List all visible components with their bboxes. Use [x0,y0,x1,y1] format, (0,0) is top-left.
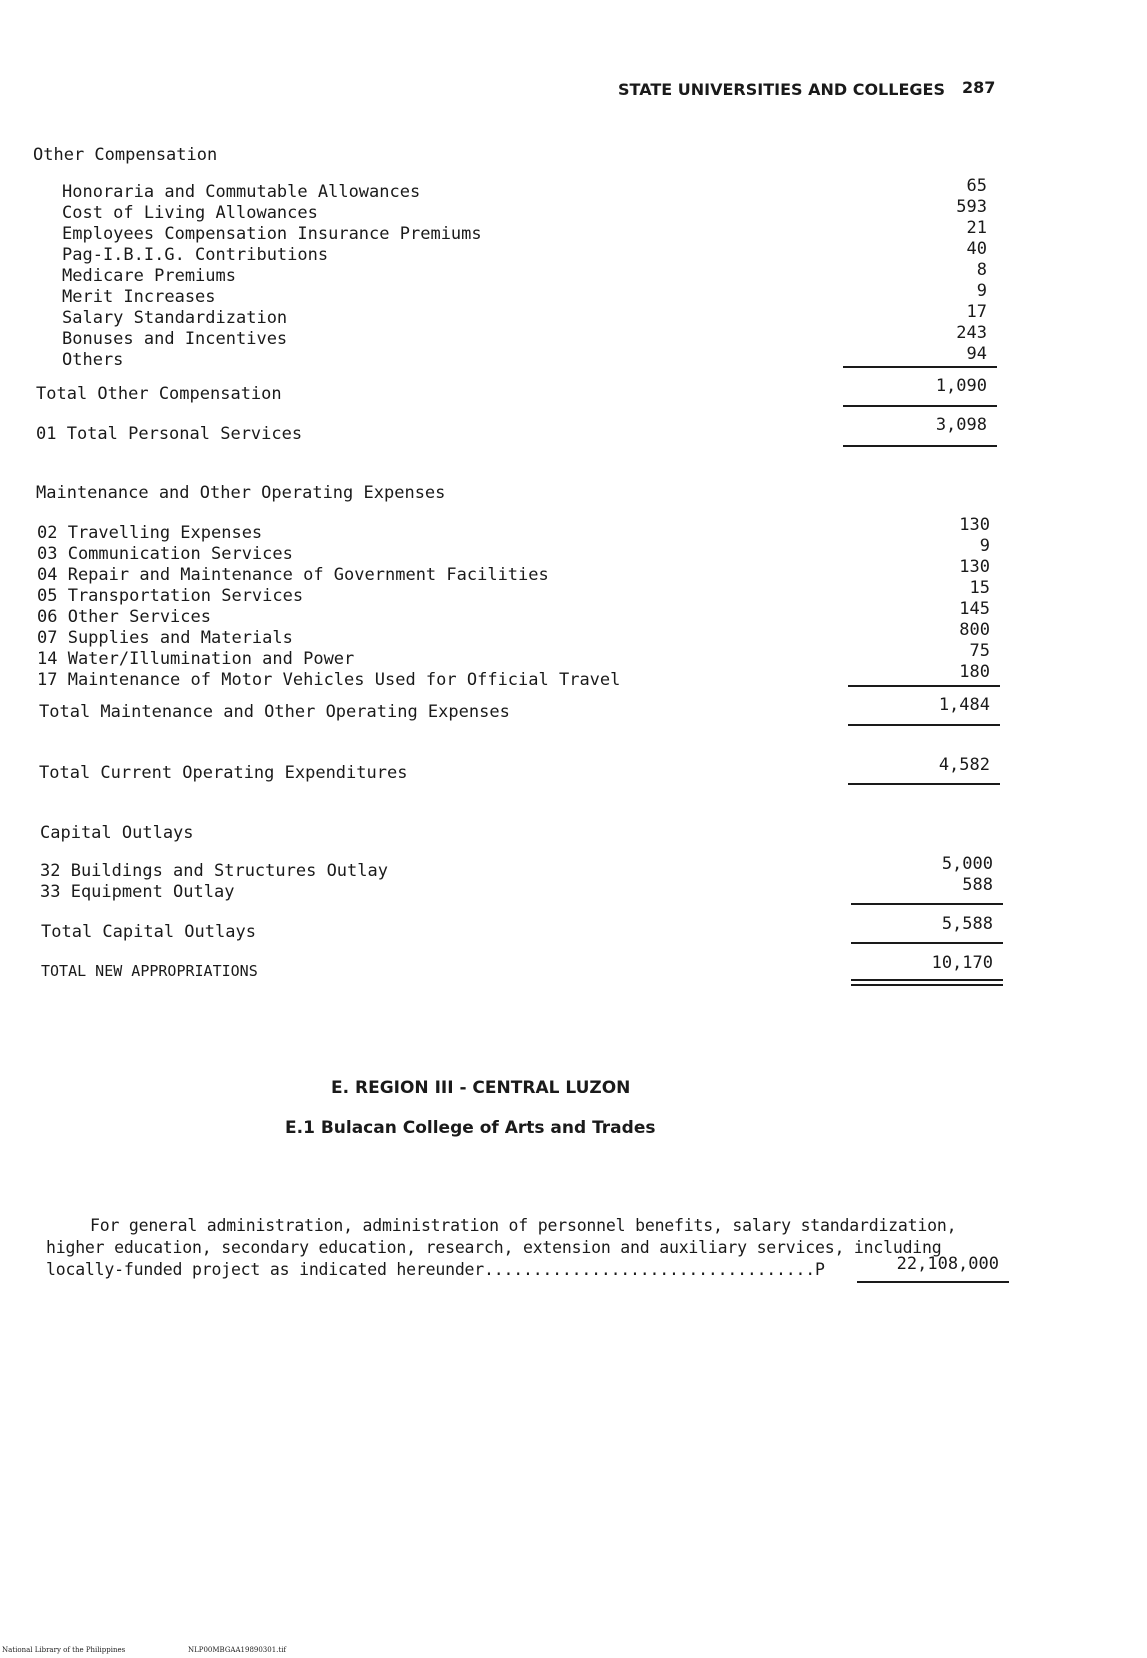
page-number: 287 [962,78,996,97]
line-item-label: Employees Compensation Insurance Premiums [62,224,482,244]
subtotal-rule [851,903,1003,905]
section-heading-mooe: Maintenance and Other Operating Expenses [36,483,446,503]
total-mooe-label: Total Maintenance and Other Operating Expenses [39,702,510,722]
section-heading-capital-outlays: Capital Outlays [40,823,194,843]
line-item-label: 06 Other Services [37,607,211,627]
line-item-label: Bonuses and Incentives [62,329,288,349]
mooe-amounts [959,515,990,683]
line-item-label: 07 Supplies and Materials [37,628,293,648]
line-item-amount: 145 [959,599,990,619]
line-item-amount: 21 [966,218,987,238]
line-item-label: Honoraria and Commutable Allowances [62,182,421,202]
total-personal-services-label: 01 Total Personal Services [36,424,303,444]
line-item-amount: 17 [966,302,987,322]
line-item-label: Cost of Living Allowances [62,203,318,223]
section-heading-other-compensation: Other Compensation [33,145,218,165]
line-item-amount: 9 [979,536,990,556]
line-item-amount: 65 [966,176,987,196]
line-item-label: Others [62,350,124,370]
total-mooe-amount: 1,484 [938,695,990,715]
line-item-label: Medicare Premiums [62,266,236,286]
line-item-amount: 9 [976,281,987,301]
double-rule-top [851,979,1003,981]
line-item-label: Salary Standardization [62,308,288,328]
total-new-appropriations-amount: 10,170 [931,953,993,973]
line-item-amount: 15 [969,578,990,598]
line-item-label: Pag-I.B.I.G. Contributions [62,245,329,265]
purpose-paragraph [46,1215,1016,1281]
purpose-amount: 22,108,000 [896,1254,999,1274]
line-item-amount: 243 [956,323,987,343]
line-item-label: 05 Transportation Services [37,586,304,606]
line-item-label: 03 Communication Services [37,544,293,564]
total-capital-outlays-label: Total Capital Outlays [41,922,256,942]
total-other-compensation-amount: 1,090 [935,376,987,396]
other-compensation-labels [62,182,482,371]
line-item-amount: 130 [959,557,990,577]
line-item-amount: 130 [959,515,990,535]
line-item-amount: 94 [966,344,987,364]
total-other-compensation-label: Total Other Compensation [36,384,282,404]
total-personal-services-amount: 3,098 [935,415,987,435]
line-item-label: 02 Travelling Expenses [37,523,263,543]
college-title: E.1 Bulacan College of Arts and Trades [285,1118,656,1138]
purpose-line-2: higher education, secondary education, research, extension and auxiliary services, including [46,1238,942,1257]
line-item-amount: 5,000 [941,854,993,874]
line-item-amount: 8 [976,260,987,280]
footer-filename: NLP00MBGAA19890301.tif [188,1646,287,1654]
total-new-appropriations-label: TOTAL NEW APPROPRIATIONS [41,962,258,980]
double-rule-bottom [851,984,1003,986]
line-item-amount: 800 [959,620,990,640]
total-capital-outlays-amount: 5,588 [941,914,993,934]
subtotal-rule [843,366,997,368]
other-compensation-amounts [956,176,987,365]
region-title: E. REGION III - CENTRAL LUZON [331,1078,631,1098]
amount-underline [857,1281,1009,1283]
running-title: STATE UNIVERSITIES AND COLLEGES [618,80,945,99]
purpose-line-3: locally-funded project as indicated hereunder..................................P [46,1260,825,1279]
footer-library: National Library of the Philippines [2,1646,126,1654]
mooe-labels [37,523,620,691]
purpose-line-1: For general administration, administration of personnel benefits, salary standardization, [90,1216,957,1235]
line-item-amount: 593 [956,197,987,217]
subtotal-rule [848,724,1000,726]
line-item-label: 14 Water/Illumination and Power [37,649,355,669]
line-item-amount: 40 [966,239,987,259]
line-item-label: Merit Increases [62,287,216,307]
line-item-label: 17 Maintenance of Motor Vehicles Used for Official Travel [37,670,621,690]
subtotal-rule [843,405,997,407]
line-item-amount: 75 [969,641,990,661]
line-item-amount: 588 [962,875,993,895]
subtotal-rule [848,685,1000,687]
capital-outlays-labels [40,861,388,903]
subtotal-rule [851,942,1003,944]
total-current-operating-amount: 4,582 [938,755,990,775]
line-item-amount: 180 [959,662,990,682]
line-item-label: 33 Equipment Outlay [40,882,235,902]
subtotal-rule [843,445,997,447]
total-current-operating-label: Total Current Operating Expenditures [39,763,408,783]
capital-outlays-amounts [942,854,993,896]
subtotal-rule [848,783,1000,785]
line-item-label: 04 Repair and Maintenance of Government Facilities [37,565,549,585]
line-item-label: 32 Buildings and Structures Outlay [40,861,388,881]
